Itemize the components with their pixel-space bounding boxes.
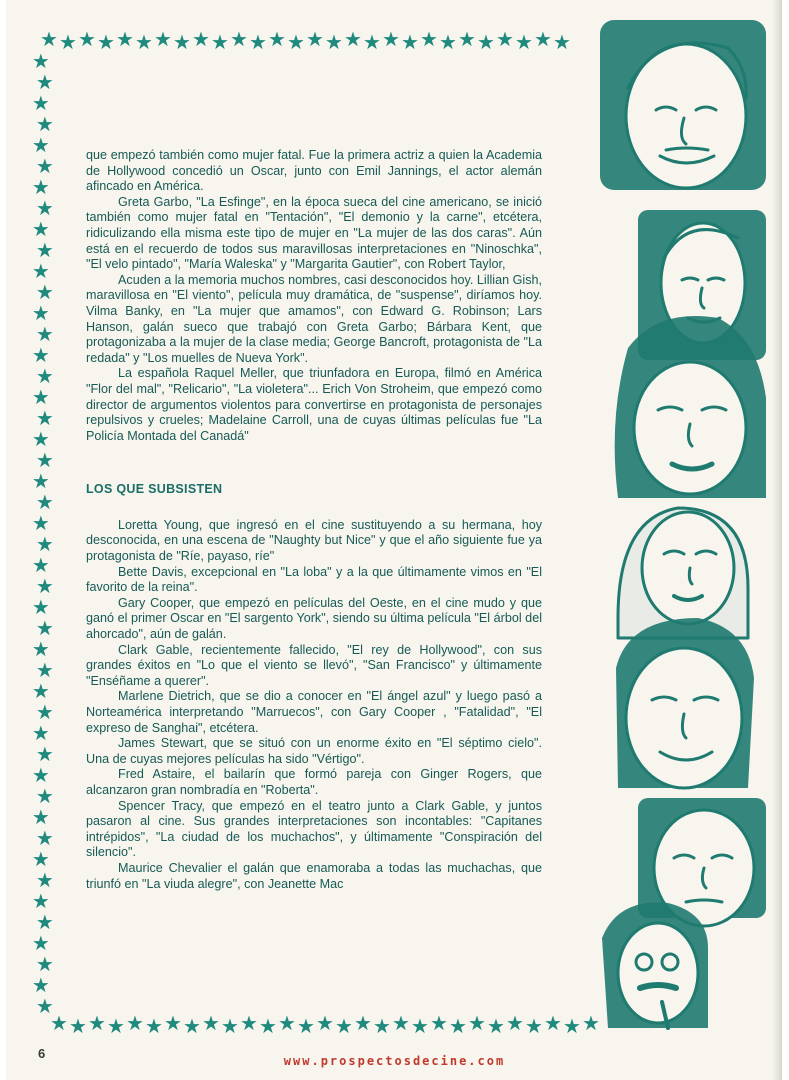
portrait-groucho-marx [602,902,708,1028]
star-icon: ★ [31,303,50,325]
intro-paragraph: La española Raquel Meller, que triunfadora en Europa, filmó en América "Flor del mal", "Relicario", "La violetera"... Erich Von Stroheim, que empezó como director de argumentos violentos para convertirse en protagonista de personajes repulsivos y crueles; Madelaine Carroll, una de cuyas últimas películas fue "La Policía Montada del Canadá" [86,366,542,443]
star-icon: ★ [35,198,54,220]
section-paragraph: Fred Astaire, el bailarín que formó pareja con Ginger Rogers, que alcanzaron gran nombradía en "Roberta". [86,767,542,797]
star-icon: ★ [31,261,50,283]
star-icon: ★ [31,681,50,703]
page-number: 6 [38,1046,46,1061]
star-icon: ★ [35,744,54,766]
star-icon: ★ [515,32,533,55]
actor-portraits-illustration [598,18,768,1048]
star-icon: ★ [553,32,571,55]
star-icon: ★ [126,1012,144,1035]
portrait-marlene-dietrich [618,508,748,638]
star-icon: ★ [35,534,54,556]
star-icon: ★ [192,29,210,52]
star-icon: ★ [335,1015,353,1038]
star-icon: ★ [35,618,54,640]
star-icon: ★ [35,492,54,514]
star-icon: ★ [31,933,50,955]
star-icon: ★ [411,1015,429,1038]
star-icon: ★ [35,240,54,262]
star-icon: ★ [430,1012,448,1035]
star-icon: ★ [31,597,50,619]
intro-paragraph: que empezó también como mujer fatal. Fue la primera actriz a quien la Academia de Hollywood concedió un Oscar, junto con Emil Jannings, el actor alemán afincado en América. [86,148,542,194]
star-icon: ★ [183,1015,201,1038]
star-icon: ★ [35,282,54,304]
star-icon: ★ [287,32,305,55]
section-paragraph: Maurice Chevalier el galán que enamoraba a todas las muchachas, que triunfó en "La viuda alegre", con Jeanette Mac [86,860,542,891]
star-icon: ★ [31,471,50,493]
star-icon: ★ [35,114,54,136]
section-paragraph: James Stewart, que se situó con un enorme éxito en "El séptimo cielo". Una de cuyas mejores películas ha sido "Vértigo". [86,736,542,766]
star-icon: ★ [249,32,267,55]
star-icon: ★ [154,29,172,52]
star-icon: ★ [135,32,153,55]
star-icon: ★ [35,72,54,94]
star-icon: ★ [354,1012,372,1035]
star-icon: ★ [35,702,54,724]
portrait-clark-gable [600,20,766,190]
star-icon: ★ [35,870,54,892]
star-icon: ★ [78,29,96,52]
star-icon: ★ [230,29,248,52]
star-icon: ★ [31,513,50,535]
star-icon: ★ [69,1015,87,1038]
star-icon: ★ [107,1015,125,1038]
star-icon: ★ [401,32,419,55]
star-icon: ★ [31,975,50,997]
star-icon: ★ [35,660,54,682]
star-icon: ★ [240,1012,258,1035]
star-icon: ★ [31,639,50,661]
star-icon: ★ [211,32,229,55]
star-icon: ★ [477,32,495,55]
star-icon: ★ [496,29,514,52]
star-icon: ★ [221,1015,239,1038]
section-paragraph: Gary Cooper, que empezó en películas del Oeste, en el cine mudo y que ganó el primer Oscar en "El sargento York", siendo su última película "El árbol del ahorcado", aún de galán. [86,595,542,642]
star-icon: ★ [31,177,50,199]
star-icon: ★ [458,29,476,52]
star-icon: ★ [31,429,50,451]
star-icon: ★ [278,1012,296,1035]
star-icon: ★ [316,1012,334,1035]
star-icon: ★ [525,1015,543,1038]
star-icon: ★ [35,576,54,598]
star-icon: ★ [35,912,54,934]
star-icon: ★ [173,32,191,55]
star-icon: ★ [35,450,54,472]
star-icon: ★ [373,1015,391,1038]
star-icon: ★ [382,29,400,52]
star-icon: ★ [544,1012,562,1035]
star-icon: ★ [31,849,50,871]
intro-paragraph: Acuden a la memoria muchos nombres, casi desconocidos hoy. Lillian Gish, maravillosa en "El viento", película muy dramática, de "suspense", diríamos hoy. Vilma Banky, en "La mujer que amamos", con Edward G. Robinson; Lars Hanson, galán sueco que trabajó con Greta Garbo; Bárbara Kent, que protagonizaba a la mujer de la clase media; George Bancroft, protagonista de "La redada" y "Los muelles de Nueva York". [86,272,542,365]
star-icon: ★ [31,723,50,745]
star-icon: ★ [31,387,50,409]
star-icon: ★ [582,1012,600,1035]
star-icon: ★ [31,93,50,115]
star-icon: ★ [116,29,134,52]
star-icon: ★ [487,1015,505,1038]
star-icon: ★ [449,1015,467,1038]
section-heading: LOS QUE SUBSISTEN [86,482,223,497]
star-icon: ★ [59,32,77,55]
star-icon: ★ [439,32,457,55]
star-icon: ★ [50,1012,68,1035]
star-icon: ★ [35,828,54,850]
star-icon: ★ [145,1015,163,1038]
star-icon: ★ [268,29,286,52]
star-icon: ★ [31,51,50,73]
star-icon: ★ [164,1012,182,1035]
intro-paragraph: Greta Garbo, "La Esfinge", en la época sueca del cine americano, se inició también como mujer fatal en "Tentación", "El demonio y la carne", etcétera, ridiculizando ella misma este tipo de mujer en "La mujer de las dos caras". Aún está en el recuerdo de todos sus maravillosas interpretaciones en "Ninoschka", "El velo pintado", "María Waleska" y "Margarita Gautier", con Robert Taylor, [86,194,542,272]
star-icon: ★ [88,1012,106,1035]
star-icon: ★ [534,29,552,52]
star-icon: ★ [31,345,50,367]
star-icon: ★ [35,954,54,976]
star-icon: ★ [35,408,54,430]
star-icon: ★ [35,366,54,388]
section-paragraph: Marlene Dietrich, que se dio a conocer en "El ángel azul" y luego pasó a Norteamérica interpretando "Marruecos", con Gary Cooper , "Fatalidad", "El expreso de Sanghai", etcétera. [86,689,542,735]
star-icon: ★ [31,135,50,157]
star-icon: ★ [31,891,50,913]
star-icon: ★ [325,32,343,55]
footer-url: www.prospectosdecine.com [283,1054,506,1068]
star-icon: ★ [31,765,50,787]
star-icon: ★ [468,1012,486,1035]
star-icon: ★ [506,1012,524,1035]
star-icon: ★ [306,29,324,52]
star-icon: ★ [392,1012,410,1035]
star-icon: ★ [202,1012,220,1035]
star-icon: ★ [363,32,381,55]
star-icon: ★ [344,29,362,52]
section-paragraph: Spencer Tracy, que empezó en el teatro junto a Clark Gable, y juntos pasaron al cine. Sus grandes interpretaciones son incontables: "Capitanes intrépidos", "La ciudad de los muchachos", y últimamente "Conspiración del silencio". [86,798,542,860]
section-paragraph: Loretta Young, que ingresó en el cine sustituyendo a su hermana, hoy desconocida, en una escena de "Naughty but Nice" y que el año siguiente fue ya protagonista de "Ríe, payaso, ríe" [86,517,542,564]
star-icon: ★ [420,29,438,52]
star-icon: ★ [563,1015,581,1038]
star-icon: ★ [40,29,58,52]
star-icon: ★ [31,555,50,577]
star-icon: ★ [35,156,54,178]
star-icon: ★ [35,996,54,1018]
star-icon: ★ [97,32,115,55]
star-icon: ★ [259,1015,277,1038]
article-body [86,148,542,892]
portrait-bette-davis [615,316,766,498]
star-icon: ★ [31,219,50,241]
star-icon: ★ [297,1015,315,1038]
section-paragraph: Clark Gable, recientemente fallecido, "El rey de Hollywood", con sus grandes éxitos en "Lo que el viento se llevó", "San Francisco" y últimamente "Enséñame a querer". [86,642,542,688]
portrait-robert-taylor [616,618,754,788]
star-icon: ★ [31,807,50,829]
star-icon: ★ [35,786,54,808]
section-paragraph: Bette Davis, excepcional en "La loba" y a la que últimamente vimos en "El favorito de la reina". [86,564,542,595]
star-icon: ★ [35,324,54,346]
